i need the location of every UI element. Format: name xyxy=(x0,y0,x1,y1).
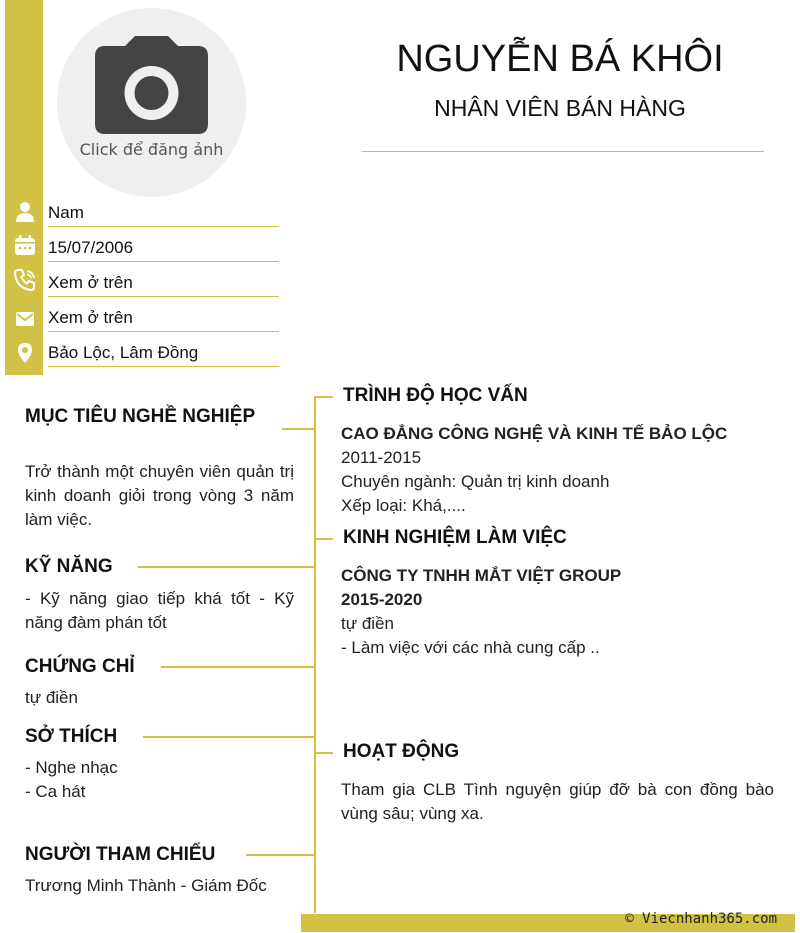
skills-text: - Kỹ năng giao tiếp khá tốt - Kỹ năng đàm phán tốt xyxy=(25,589,294,632)
full-name: NGUYỄN BÁ KHÔI xyxy=(396,38,724,80)
email-icon xyxy=(13,307,37,331)
references-connector xyxy=(246,854,314,856)
info-dob: 15/07/2006 xyxy=(48,238,279,262)
phone-icon xyxy=(13,268,37,292)
activities-connector xyxy=(314,752,333,754)
education-years: 2011-2015 xyxy=(341,448,422,467)
hobby-item: - Ca hát xyxy=(25,782,86,801)
hobbies-connector xyxy=(143,736,314,738)
objective-connector xyxy=(282,428,314,430)
references-title: NGƯỜI THAM CHIẾU xyxy=(25,844,216,865)
person-icon xyxy=(13,200,37,224)
objective-title: MỤC TIÊU NGHỀ NGHIỆP xyxy=(25,406,256,427)
copyright-text: © Viecnhanh365.com xyxy=(625,911,777,927)
objective-text: Trở thành một chuyên viên quản trị kinh doanh giỏi trong vòng 3 năm làm việc. xyxy=(25,462,294,529)
certificates-connector xyxy=(161,666,314,668)
info-gender: Nam xyxy=(48,203,279,227)
hobby-item: - Nghe nhạc xyxy=(25,758,118,777)
experience-years: 2015-2020 xyxy=(341,590,423,609)
header-divider xyxy=(362,151,764,152)
job-title: NHÂN VIÊN BÁN HÀNG xyxy=(434,95,686,121)
info-email: Xem ở trên xyxy=(48,308,279,332)
certificates-title: CHỨNG CHỈ xyxy=(25,656,135,677)
camera-icon[interactable] xyxy=(95,36,208,134)
info-phone: Xem ở trên xyxy=(48,273,279,297)
experience-connector xyxy=(314,538,333,540)
timeline-line xyxy=(314,396,316,913)
certificates-text: tự điền xyxy=(25,688,78,707)
education-major: Chuyên ngành: Quản trị kinh doanh xyxy=(341,472,610,491)
experience-desc: - Làm việc với các nhà cung cấp .. xyxy=(341,638,600,657)
location-pin-icon xyxy=(13,341,37,365)
experience-title: KINH NGHIỆM LÀM VIỆC xyxy=(343,527,567,548)
experience-company: CÔNG TY TNHH MẮT VIỆT GROUP xyxy=(341,566,622,585)
calendar-icon xyxy=(13,234,37,258)
activities-text: Tham gia CLB Tình nguyện giúp đỡ bà con đồng bào vùng sâu; vùng xa. xyxy=(341,780,774,823)
hobbies-title: SỞ THÍCH xyxy=(25,726,118,747)
education-grade: Xếp loại: Khá,.... xyxy=(341,496,466,515)
education-school: CAO ĐẲNG CÔNG NGHỆ VÀ KINH TẾ BẢO LỘC xyxy=(341,424,728,443)
activities-title: HOẠT ĐỘNG xyxy=(343,741,460,762)
info-address: Bảo Lộc, Lâm Đồng xyxy=(48,343,279,367)
photo-caption[interactable]: Click để đăng ảnh xyxy=(79,140,224,159)
skills-title: KỸ NĂNG xyxy=(25,556,113,577)
education-title: TRÌNH ĐỘ HỌC VẤN xyxy=(343,385,528,406)
skills-connector xyxy=(138,566,314,568)
references-text: Trương Minh Thành - Giám Đốc xyxy=(25,876,267,895)
education-connector xyxy=(314,396,333,398)
experience-position: tự điền xyxy=(341,614,394,633)
